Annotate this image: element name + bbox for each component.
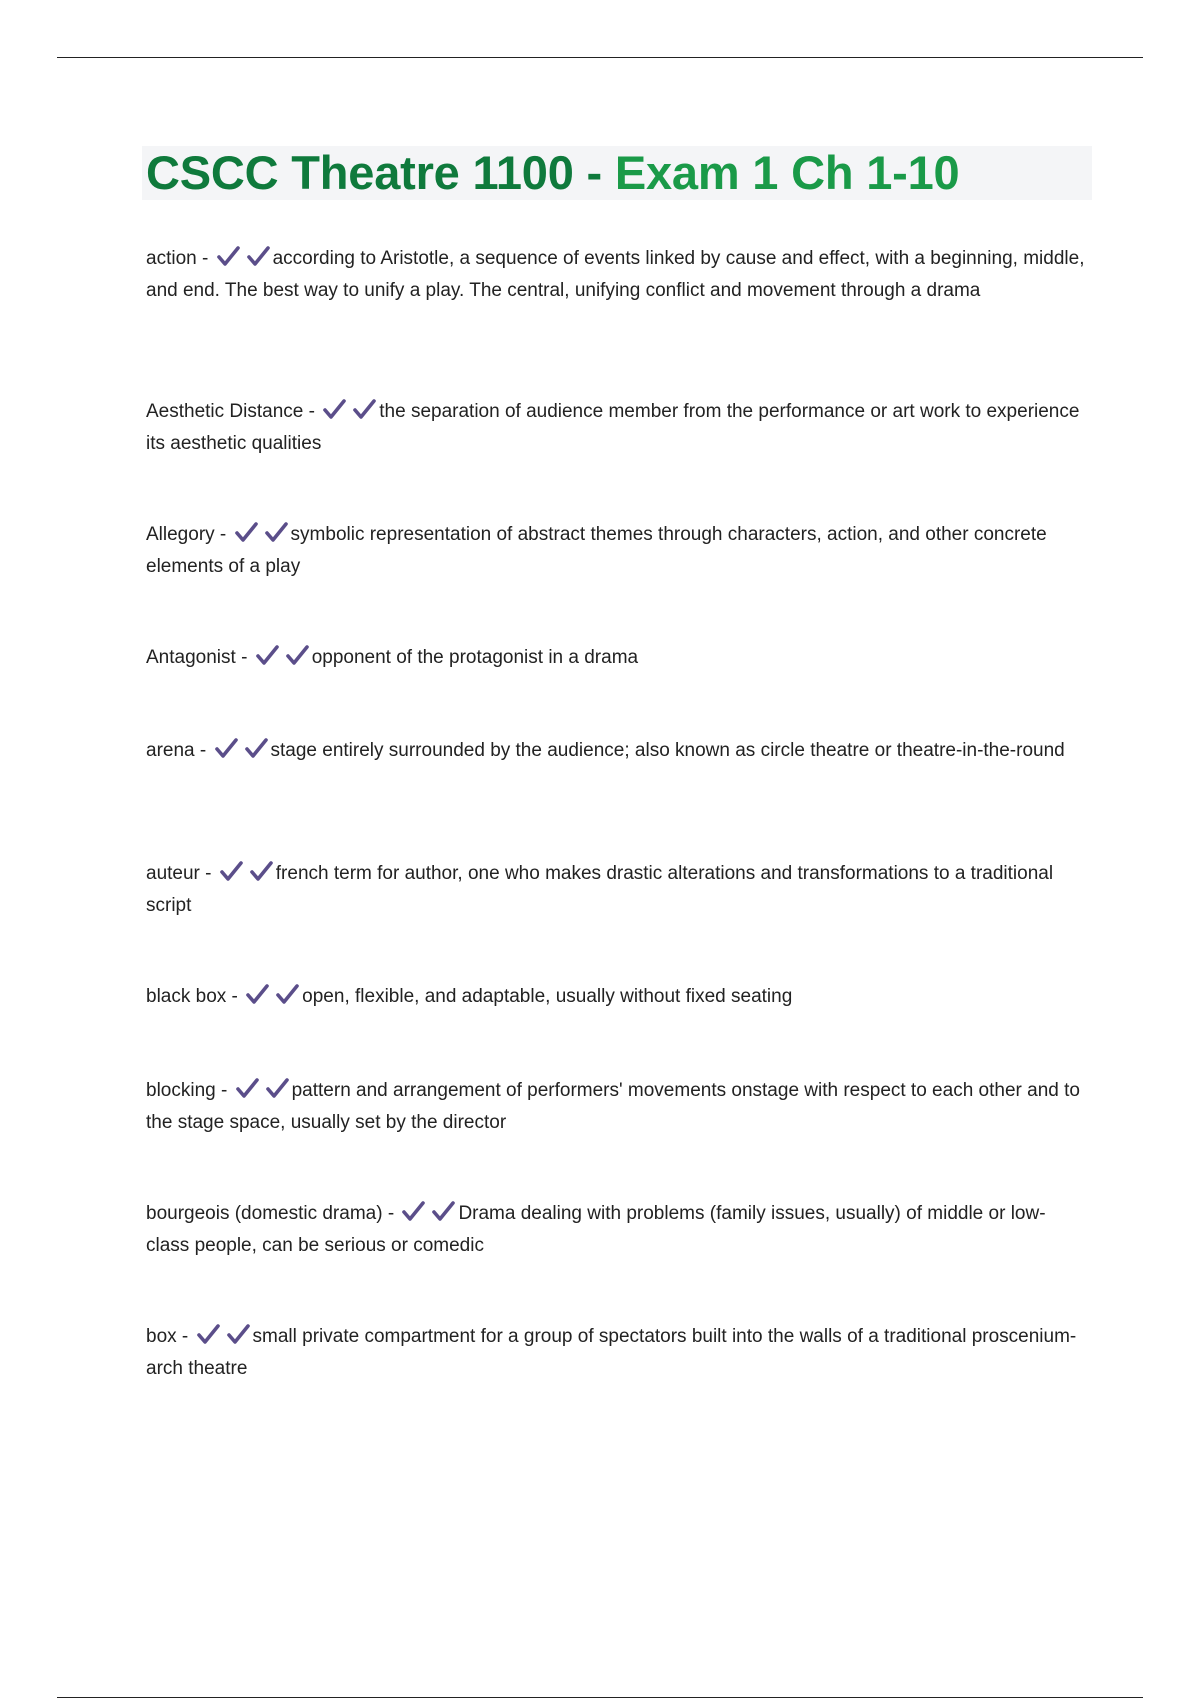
check-mark-icon (245, 983, 269, 1005)
answer-checks (322, 398, 376, 430)
entry-term: box (146, 1326, 177, 1347)
entry-definition: the separation of audience member from the performance or art work to experience its aesthetic qualities (146, 401, 1080, 454)
check-mark-icon (235, 1077, 259, 1099)
answer-checks (216, 245, 270, 277)
top-rule (57, 57, 1143, 58)
entry-term: Antagonist (146, 647, 236, 668)
entry-separator: - (176, 1326, 194, 1347)
entry-auteur (146, 860, 1086, 983)
entry-separator: - (196, 248, 214, 269)
entry-blocking (146, 1077, 1086, 1200)
answer-checks (234, 521, 288, 553)
check-mark-icon (219, 860, 243, 882)
entry-definition: Drama dealing with problems (family issues, usually) of middle or low-class people, can be serious or comedic (146, 1203, 1046, 1256)
entry-separator: - (303, 401, 321, 422)
title-course: CSCC Theatre 1100 - (146, 146, 615, 199)
answer-checks (235, 1077, 289, 1109)
check-mark-icon (322, 398, 346, 420)
check-mark-icon (352, 398, 376, 420)
entry-term: Aesthetic Distance (146, 401, 304, 422)
answer-checks (255, 644, 309, 676)
check-mark-icon (265, 1077, 289, 1099)
entry-term: auteur (146, 863, 200, 884)
check-mark-icon (226, 1323, 250, 1345)
check-mark-icon (275, 983, 299, 1005)
answer-checks (219, 860, 273, 892)
bottom-rule (57, 1697, 1143, 1698)
check-mark-icon (285, 644, 309, 666)
entry-antagonist (146, 644, 1086, 737)
entry-bourgeois (146, 1200, 1086, 1323)
entry-separator: - (235, 647, 253, 668)
entry-separator: - (226, 986, 244, 1007)
check-mark-icon (264, 521, 288, 543)
entry-arena (146, 737, 1086, 860)
entry-action (146, 245, 1086, 398)
entry-definition: small private compartment for a group of spectators built into the walls of a traditional proscenium-arch theatre (146, 1326, 1077, 1379)
entry-definition: symbolic representation of abstract themes through characters, action, and other concrete elements of a play (146, 524, 1047, 577)
entry-term: blocking (146, 1080, 216, 1101)
flashcard-list (146, 245, 1086, 1413)
entry-separator: - (199, 863, 217, 884)
document-title (146, 147, 959, 199)
answer-checks (401, 1200, 455, 1232)
entry-term: arena (146, 740, 195, 761)
entry-separator: - (215, 1080, 233, 1101)
entry-separator: - (214, 524, 232, 545)
check-mark-icon (246, 245, 270, 267)
check-mark-icon (214, 737, 238, 759)
check-mark-icon (216, 245, 240, 267)
entry-separator: - (382, 1203, 400, 1224)
entry-black-box (146, 983, 1086, 1077)
answer-checks (214, 737, 268, 769)
check-mark-icon (401, 1200, 425, 1222)
entry-aesthetic-distance (146, 398, 1086, 521)
check-mark-icon (234, 521, 258, 543)
answer-checks (245, 983, 299, 1015)
entry-definition: open, flexible, and adaptable, usually without fixed seating (302, 986, 793, 1007)
entry-definition: french term for author, one who makes drastic alterations and transformations to a traditional script (146, 863, 1054, 916)
entry-box (146, 1323, 1086, 1413)
check-mark-icon (249, 860, 273, 882)
entry-term: bourgeois (domestic drama) (146, 1203, 383, 1224)
entry-separator: - (194, 740, 212, 761)
entry-definition: opponent of the protagonist in a drama (311, 647, 639, 668)
entry-definition: pattern and arrangement of performers' movements onstage with respect to each other and to the stage space, usually set by the director (146, 1080, 1080, 1133)
title-exam: Exam 1 Ch 1-10 (614, 146, 960, 199)
answer-checks (196, 1323, 250, 1355)
entry-term: action (146, 248, 197, 269)
entry-term: black box (146, 986, 227, 1007)
check-mark-icon (244, 737, 268, 759)
check-mark-icon (255, 644, 279, 666)
check-mark-icon (431, 1200, 455, 1222)
entry-definition: stage entirely surrounded by the audience; also known as circle theatre or theatre-in-the-round (270, 740, 1065, 761)
entry-term: Allegory (146, 524, 215, 545)
entry-definition: according to Aristotle, a sequence of events linked by cause and effect, with a beginning, middle, and end. The best way to unify a play. The central, unifying conflict and movement through a drama (146, 248, 1085, 301)
entry-allegory (146, 521, 1086, 644)
check-mark-icon (196, 1323, 220, 1345)
